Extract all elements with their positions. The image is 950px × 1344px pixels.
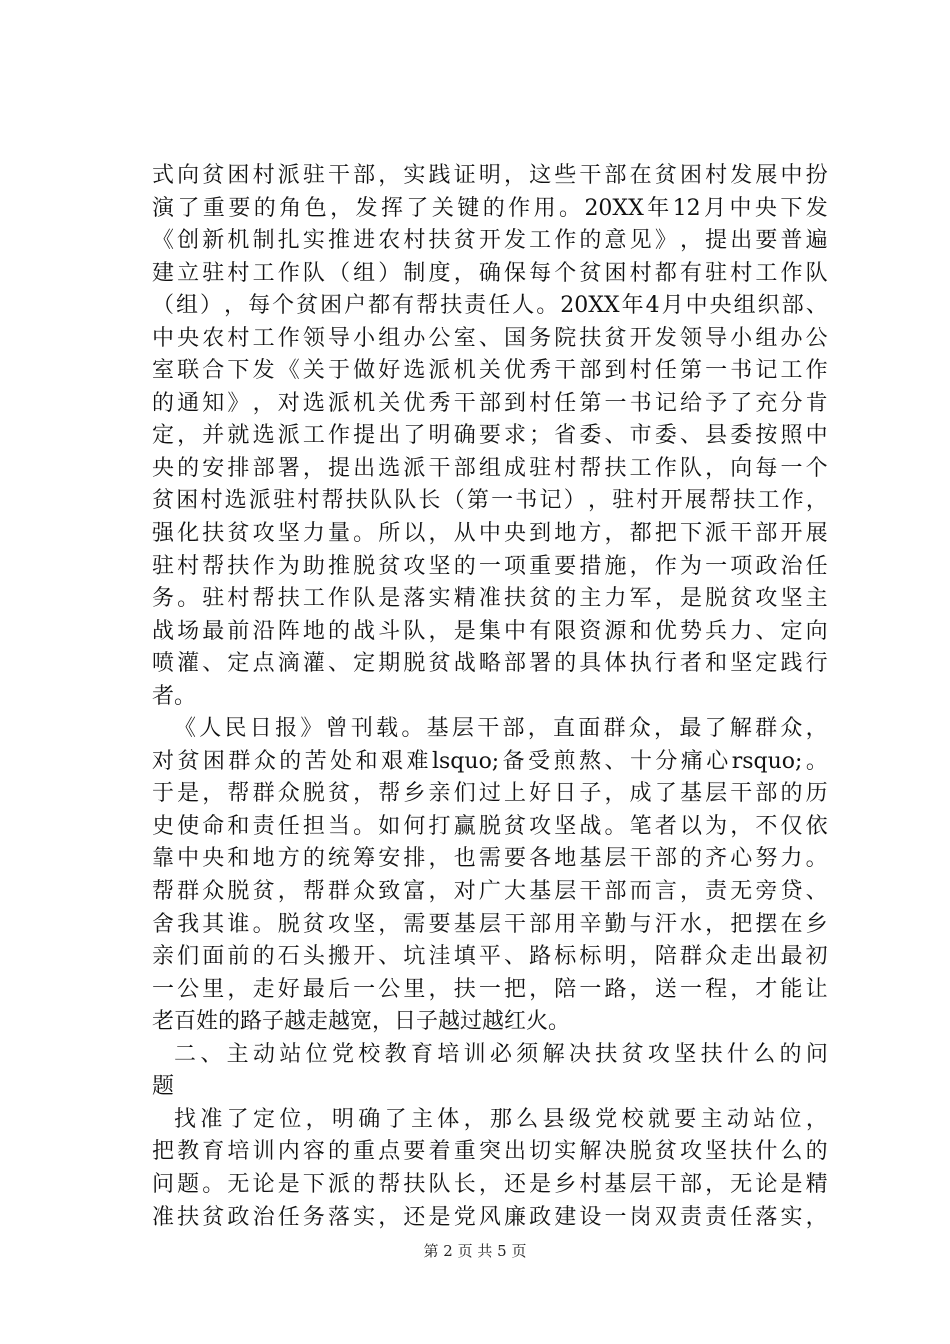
text-line: 找 准 了 定 位 ， 明 确 了 主 体 ， 那 么 县 级 党 校 就 要 主 动 站 位 ，: [174, 1106, 828, 1132]
text-line: 靠 中 央 和 地 方 的 统 筹 安 排 ， 也 需 要 各 地 基 层 干 部 的 齐 心 努 力 。: [152, 846, 828, 872]
text-line: 战 场 最 前 沿 阵 地 的 战 斗 队 ， 是 集 中 有 限 资 源 和 优 势 兵 力 、 定 向: [152, 618, 828, 644]
text-line: 演 了 重 要 的 角 色 ， 发 挥 了 关 键 的 作 用 。 20XX 年 12 月 中 央 下 发: [152, 195, 828, 221]
text-line: 史 使 命 和 责 任 担 当 。 如 何 打 赢 脱 贫 攻 坚 战 。 笔 者 以 为 ， 不 仅 依: [152, 813, 828, 839]
text-line: 题: [152, 1074, 175, 1100]
text-line: 一 公 里 ， 走 好 最 后 一 公 里 ， 扶 一 把 ， 陪 一 路 ， 送 一 程 ， 才 能 让: [152, 976, 828, 1002]
text-line: 建 立 驻 村 工 作 队 （ 组 ） 制 度 ， 确 保 每 个 贫 困 村 都 有 驻 村 工 作 队: [152, 260, 828, 286]
text-line: （ 组 ） ， 每 个 贫 困 户 都 有 帮 扶 责 任 人 。 20XX 年 4 月 中 央 组 织 部 、: [152, 293, 828, 319]
text-line: 定 ， 并 就 选 派 工 作 提 出 了 明 确 要 求 ； 省 委 、 市 委 、 县 委 按 照 中: [152, 423, 828, 449]
text-line: 《 创 新 机 制 扎 实 推 进 农 村 扶 贫 开 发 工 作 的 意 见 》 ， 提 出 要 普 遍: [152, 228, 828, 254]
document-body: [152, 160, 828, 1234]
text-line: 的 通 知 》 ， 对 选 派 机 关 优 秀 干 部 到 村 任 第 一 书 记 给 予 了 充 分 肯: [152, 390, 828, 416]
text-line: 务 。 驻 村 帮 扶 工 作 队 是 落 实 精 准 扶 贫 的 主 力 军 ， 是 脱 贫 攻 坚 主: [152, 586, 828, 612]
text-line: 贫 困 村 选 派 驻 村 帮 扶 队 队 长 （ 第 一 书 记 ） ， 驻 村 开 展 帮 扶 工 作 ，: [152, 488, 828, 514]
text-line: 于 是 ， 帮 群 众 脱 贫 ， 帮 乡 亲 们 过 上 好 日 子 ， 成 了 基 层 干 部 的 历: [152, 781, 828, 807]
text-line: 二 、 主 动 站 位 党 校 教 育 培 训 必 须 解 决 扶 贫 攻 坚 扶 什 么 的 问: [174, 1041, 828, 1067]
text-line: 亲 们 面 前 的 石 头 搬 开 、 坑 洼 填 平 、 路 标 标 明 ， 陪 群 众 走 出 最 初: [152, 944, 828, 970]
text-line: 中 央 农 村 工 作 领 导 小 组 办 公 室 、 国 务 院 扶 贫 开 发 领 导 小 组 办 公: [152, 325, 828, 351]
text-line: 驻 村 帮 扶 作 为 助 推 脱 贫 攻 坚 的 一 项 重 要 措 施 ， 作 为 一 项 政 治 任: [152, 553, 828, 579]
text-line: 央 的 安 排 部 署 ， 提 出 选 派 干 部 组 成 驻 村 帮 扶 工 作 队 ， 向 每 一 个: [152, 455, 828, 481]
text-line: 准 扶 贫 政 治 任 务 落 实 ， 还 是 党 风 廉 政 建 设 一 岗 双 责 责 任 落 实 ，: [152, 1204, 828, 1230]
text-line: 式 向 贫 困 村 派 驻 干 部 ， 实 践 证 明 ， 这 些 干 部 在 贫 困 村 发 展 中 扮: [152, 163, 828, 188]
text-line: 强 化 扶 贫 攻 坚 力 量 。 所 以 ， 从 中 央 到 地 方 ， 都 把 下 派 干 部 开 展: [152, 521, 828, 547]
text-line: 者。: [152, 683, 197, 709]
text-line: 老百姓的路子越走越宽，日子越过越红火。: [152, 1009, 571, 1035]
text-line: 对 贫 困 群 众 的 苦 处 和 艰 难 lsquo; 备 受 煎 熬 、 十 分 痛 心 rsquo; 。: [152, 748, 828, 774]
text-line: 舍 我 其 谁 。 脱 贫 攻 坚 ， 需 要 基 层 干 部 用 辛 勤 与 汗 水 ， 把 摆 在 乡: [152, 911, 828, 937]
text-line: 把 教 育 培 训 内 容 的 重 点 要 着 重 突 出 切 实 解 决 脱 贫 攻 坚 扶 什 么 的: [152, 1139, 828, 1165]
text-line: 帮 群 众 脱 贫 ， 帮 群 众 致 富 ， 对 广 大 基 层 干 部 而 言 ， 责 无 旁 贷 、: [152, 879, 828, 905]
text-line: 室 联 合 下 发 《 关 于 做 好 选 派 机 关 优 秀 干 部 到 村 任 第 一 书 记 工 作: [152, 358, 828, 384]
page-footer: 第 2 页 共 5 页: [423, 1242, 527, 1260]
text-line: 《 人 民 日 报 》 曾 刊 载 。 基 层 干 部 ， 直 面 群 众 ， 最 了 解 群 众 ，: [174, 716, 828, 742]
text-line: 问 题 。 无 论 是 下 派 的 帮 扶 队 长 ， 还 是 乡 村 基 层 干 部 ， 无 论 是 精: [152, 1171, 828, 1197]
text-line: 喷 灌 、 定 点 滴 灌 、 定 期 脱 贫 战 略 部 署 的 具 体 执 行 者 和 坚 定 践 行: [152, 651, 828, 677]
